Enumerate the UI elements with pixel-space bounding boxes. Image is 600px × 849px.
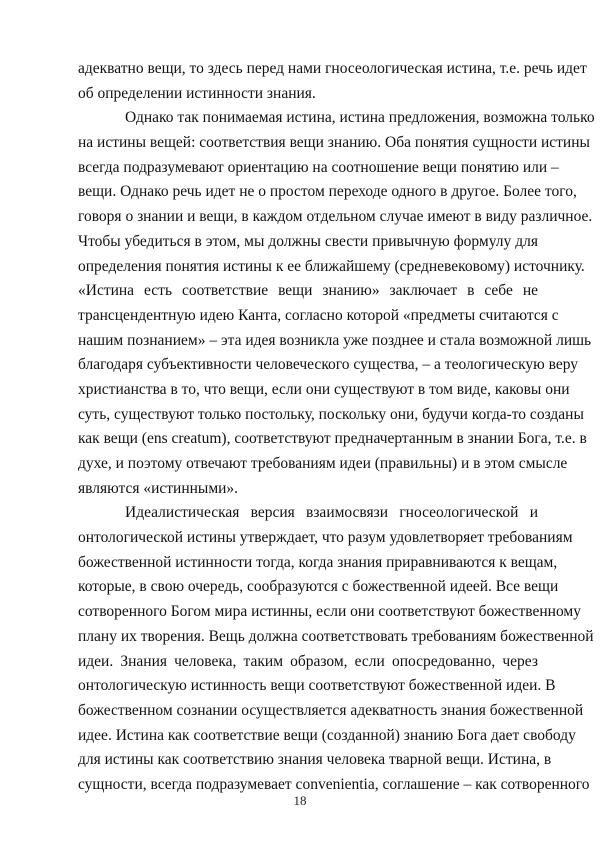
text-line: адекватно вещи, то здесь перед нами гносеологическая истина, т.е. речь идет (78, 60, 587, 77)
text-line: трансцендентную идею Канта, согласно которой «предметы считаются с (78, 306, 559, 324)
paragraph (78, 501, 594, 797)
text-line: суть, существуют только постольку, поскольку они, будучи когда-то созданы (78, 405, 584, 423)
text-line: сущности, всегда подразумевает convenientia, соглашение – как сотворенного (78, 775, 590, 793)
text-line: для истины как соответствию знания человека тварной вещи. Истина, в (78, 751, 552, 769)
text-line: божественном сознании осуществляется адекватность знания божественной (78, 701, 584, 719)
text-line: говоря о знании и вещи, в каждом отдельном случае имеют в виду различное. (78, 208, 593, 226)
text-line: об определении истинности знания. (78, 84, 316, 102)
text-line: благодаря субъективности человеческого существа, – а теологическую веру (78, 356, 579, 374)
text-line: сотворенного Богом мира истинны, если они соответствуют божественному (78, 603, 581, 621)
text-line: вещи. Однако речь идет не о простом переходе одного в другое. Более того, (78, 183, 577, 201)
paragraph (78, 57, 587, 106)
text-line: плану их творения. Вещь должна соответствовать требованиям божественной (78, 627, 594, 645)
text-line: нашим познанием» – эта идея возникла уже позднее и стала возможной лишь (78, 331, 592, 349)
paragraph (78, 106, 595, 501)
text-line: Чтобы убедиться в этом, мы должны свести привычную формулу для (78, 232, 538, 250)
text-line: на истины вещей: соответствия вещи знанию. Оба понятия сущности истины (78, 134, 590, 152)
text-line: определения понятия истины к ее ближайшему (средневековому) источнику. (78, 257, 585, 275)
text-line: онтологической истины утверждает, что разум удовлетворяет требованиям (78, 529, 573, 547)
text-line: «Истина есть соответствие вещи знанию» заключает в себе не (78, 282, 538, 300)
text-line: божественной истинности тогда, когда знания приравниваются к вещам, (78, 553, 558, 571)
body-text (78, 57, 595, 798)
text-line: христианства в то, что вещи, если они существуют в том виде, каковы они (78, 380, 570, 398)
text-line: являются «истинными». (78, 479, 239, 497)
text-line: Идеалистическая версия взаимосвязи гносеологической и (125, 504, 538, 522)
text-line: идеи. Знания человека, таким образом, если опосредованно, через (78, 652, 538, 670)
text-line: духе, и поэтому отвечают требованиям идеи (правильны) и в этом смысле (78, 455, 568, 472)
text-line: Однако так понимаемая истина, истина предложения, возможна только (125, 109, 595, 127)
text-line: как вещи (ens creatum), соответствуют предначертанным в знании Бога, т.е. в (78, 430, 587, 448)
page-number: 18 (293, 793, 307, 808)
text-line: идее. Истина как соответствие вещи (созданной) знанию Бога дает свободу (78, 726, 576, 744)
text-line: которые, в свою очередь, сообразуются с божественной идеей. Все вещи (78, 578, 559, 596)
text-line: всегда подразумевают ориентацию на соотношение вещи понятию или – (78, 158, 559, 176)
text-line: онтологическую истинность вещи соответствуют божественной идеи. В (78, 677, 556, 695)
